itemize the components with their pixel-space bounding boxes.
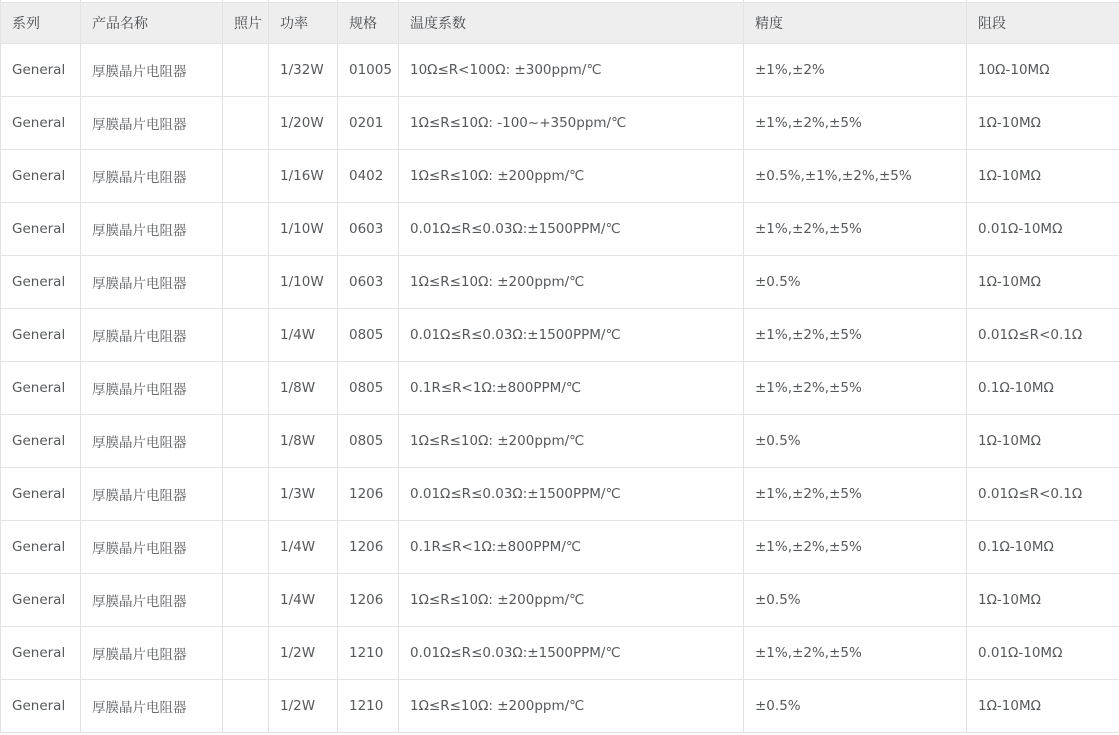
cell-photo: [223, 309, 269, 362]
cell-power: 1/8W: [269, 362, 338, 415]
column-header-series: 系列: [1, 3, 81, 44]
cell-product_name: 厚膜晶片电阻器: [81, 627, 223, 680]
table-row: [1, 150, 1119, 203]
header-row: [1, 3, 1119, 44]
cell-temp_coefficient: 1Ω≤R≤10Ω: ±200ppm/℃: [399, 574, 744, 627]
column-header-power: 功率: [269, 3, 338, 44]
table-row: [1, 97, 1119, 150]
cell-photo: [223, 574, 269, 627]
cell-product_name: 厚膜晶片电阻器: [81, 256, 223, 309]
cell-product_name: 厚膜晶片电阻器: [81, 150, 223, 203]
cell-photo: [223, 256, 269, 309]
cell-power: 1/2W: [269, 627, 338, 680]
cell-power: 1/20W: [269, 97, 338, 150]
cell-spec: 0805: [338, 309, 399, 362]
cell-resistance_range: 0.01Ω≤R<0.1Ω: [967, 468, 1119, 521]
cell-temp_coefficient: 0.01Ω≤R≤0.03Ω:±1500PPM/℃: [399, 309, 744, 362]
cell-precision: ±0.5%: [744, 256, 967, 309]
cell-resistance_range: 1Ω-10MΩ: [967, 415, 1119, 468]
column-header-photo: 照片: [223, 3, 269, 44]
cell-resistance_range: 10Ω-10MΩ: [967, 44, 1119, 97]
cell-temp_coefficient: 1Ω≤R≤10Ω: -100~+350ppm/℃: [399, 97, 744, 150]
cell-power: 1/4W: [269, 574, 338, 627]
cell-resistance_range: 0.01Ω-10MΩ: [967, 203, 1119, 256]
cell-product_name: 厚膜晶片电阻器: [81, 415, 223, 468]
cell-product_name: 厚膜晶片电阻器: [81, 362, 223, 415]
cell-photo: [223, 150, 269, 203]
cell-resistance_range: 0.1Ω-10MΩ: [967, 521, 1119, 574]
cell-precision: ±1%,±2%,±5%: [744, 627, 967, 680]
cell-precision: ±1%,±2%,±5%: [744, 468, 967, 521]
cell-series: General: [1, 415, 81, 468]
cell-series: General: [1, 309, 81, 362]
cell-resistance_range: 1Ω-10MΩ: [967, 97, 1119, 150]
cell-spec: 01005: [338, 44, 399, 97]
cell-precision: ±1%,±2%,±5%: [744, 362, 967, 415]
cell-product_name: 厚膜晶片电阻器: [81, 97, 223, 150]
cell-temp_coefficient: 0.01Ω≤R≤0.03Ω:±1500PPM/℃: [399, 203, 744, 256]
column-header-temp_coefficient: 温度系数: [399, 3, 744, 44]
table-row: [1, 362, 1119, 415]
cell-power: 1/10W: [269, 203, 338, 256]
cell-photo: [223, 44, 269, 97]
cell-temp_coefficient: 0.1R≤R<1Ω:±800PPM/℃: [399, 362, 744, 415]
table-row: [1, 574, 1119, 627]
cell-series: General: [1, 203, 81, 256]
column-header-precision: 精度: [744, 3, 967, 44]
cell-power: 1/16W: [269, 150, 338, 203]
cell-spec: 0603: [338, 256, 399, 309]
cell-resistance_range: 1Ω-10MΩ: [967, 150, 1119, 203]
cell-series: General: [1, 627, 81, 680]
cell-series: General: [1, 521, 81, 574]
cell-resistance_range: 0.01Ω-10MΩ: [967, 627, 1119, 680]
cell-precision: ±1%,±2%,±5%: [744, 521, 967, 574]
cell-temp_coefficient: 10Ω≤R<100Ω: ±300ppm/℃: [399, 44, 744, 97]
cell-photo: [223, 521, 269, 574]
cell-spec: 0805: [338, 415, 399, 468]
cell-spec: 1206: [338, 574, 399, 627]
cell-spec: 1206: [338, 468, 399, 521]
cell-spec: 0805: [338, 362, 399, 415]
cell-product_name: 厚膜晶片电阻器: [81, 468, 223, 521]
cell-temp_coefficient: 1Ω≤R≤10Ω: ±200ppm/℃: [399, 680, 744, 733]
cell-power: 1/4W: [269, 521, 338, 574]
cell-spec: 1210: [338, 680, 399, 733]
cell-power: 1/10W: [269, 256, 338, 309]
cell-power: 1/2W: [269, 680, 338, 733]
table-row: [1, 309, 1119, 362]
table-row: [1, 627, 1119, 680]
cell-power: 1/32W: [269, 44, 338, 97]
cell-precision: ±1%,±2%: [744, 44, 967, 97]
table-row: [1, 468, 1119, 521]
cell-precision: ±0.5%: [744, 680, 967, 733]
cell-temp_coefficient: 0.01Ω≤R≤0.03Ω:±1500PPM/℃: [399, 468, 744, 521]
cell-series: General: [1, 150, 81, 203]
cell-resistance_range: 1Ω-10MΩ: [967, 574, 1119, 627]
cell-series: General: [1, 468, 81, 521]
cell-product_name: 厚膜晶片电阻器: [81, 680, 223, 733]
cell-photo: [223, 468, 269, 521]
cell-precision: ±1%,±2%,±5%: [744, 203, 967, 256]
cell-precision: ±0.5%: [744, 415, 967, 468]
cell-resistance_range: 0.1Ω-10MΩ: [967, 362, 1119, 415]
cell-product_name: 厚膜晶片电阻器: [81, 521, 223, 574]
table-row: [1, 521, 1119, 574]
table-row: [1, 415, 1119, 468]
table-header: [1, 0, 1119, 44]
cell-resistance_range: 1Ω-10MΩ: [967, 256, 1119, 309]
cell-spec: 0201: [338, 97, 399, 150]
cell-photo: [223, 680, 269, 733]
table-row: [1, 256, 1119, 309]
table-row: [1, 44, 1119, 97]
cell-precision: ±0.5%: [744, 574, 967, 627]
column-header-product_name: 产品名称: [81, 3, 223, 44]
cell-photo: [223, 415, 269, 468]
cell-series: General: [1, 44, 81, 97]
cell-photo: [223, 627, 269, 680]
cell-product_name: 厚膜晶片电阻器: [81, 309, 223, 362]
table-row: [1, 680, 1119, 733]
cell-temp_coefficient: 0.01Ω≤R≤0.03Ω:±1500PPM/℃: [399, 627, 744, 680]
cell-precision: ±1%,±2%,±5%: [744, 309, 967, 362]
column-header-resistance_range: 阻段: [967, 3, 1119, 44]
cell-temp_coefficient: 1Ω≤R≤10Ω: ±200ppm/℃: [399, 256, 744, 309]
cell-photo: [223, 97, 269, 150]
cell-precision: ±0.5%,±1%,±2%,±5%: [744, 150, 967, 203]
column-header-spec: 规格: [338, 3, 399, 44]
cell-spec: 1206: [338, 521, 399, 574]
cell-spec: 0603: [338, 203, 399, 256]
cell-power: 1/8W: [269, 415, 338, 468]
cell-series: General: [1, 362, 81, 415]
cell-precision: ±1%,±2%,±5%: [744, 97, 967, 150]
table-body: [1, 44, 1119, 733]
cell-series: General: [1, 574, 81, 627]
cell-series: General: [1, 680, 81, 733]
cell-power: 1/3W: [269, 468, 338, 521]
cell-resistance_range: 0.01Ω≤R<0.1Ω: [967, 309, 1119, 362]
cell-temp_coefficient: 1Ω≤R≤10Ω: ±200ppm/℃: [399, 150, 744, 203]
cell-resistance_range: 1Ω-10MΩ: [967, 680, 1119, 733]
cell-product_name: 厚膜晶片电阻器: [81, 574, 223, 627]
cell-series: General: [1, 97, 81, 150]
cell-photo: [223, 362, 269, 415]
cell-temp_coefficient: 0.1R≤R<1Ω:±800PPM/℃: [399, 521, 744, 574]
cell-product_name: 厚膜晶片电阻器: [81, 203, 223, 256]
cell-temp_coefficient: 1Ω≤R≤10Ω: ±200ppm/℃: [399, 415, 744, 468]
cell-series: General: [1, 256, 81, 309]
cell-product_name: 厚膜晶片电阻器: [81, 44, 223, 97]
cell-spec: 0402: [338, 150, 399, 203]
cell-spec: 1210: [338, 627, 399, 680]
cell-photo: [223, 203, 269, 256]
cell-power: 1/4W: [269, 309, 338, 362]
table-row: [1, 203, 1119, 256]
